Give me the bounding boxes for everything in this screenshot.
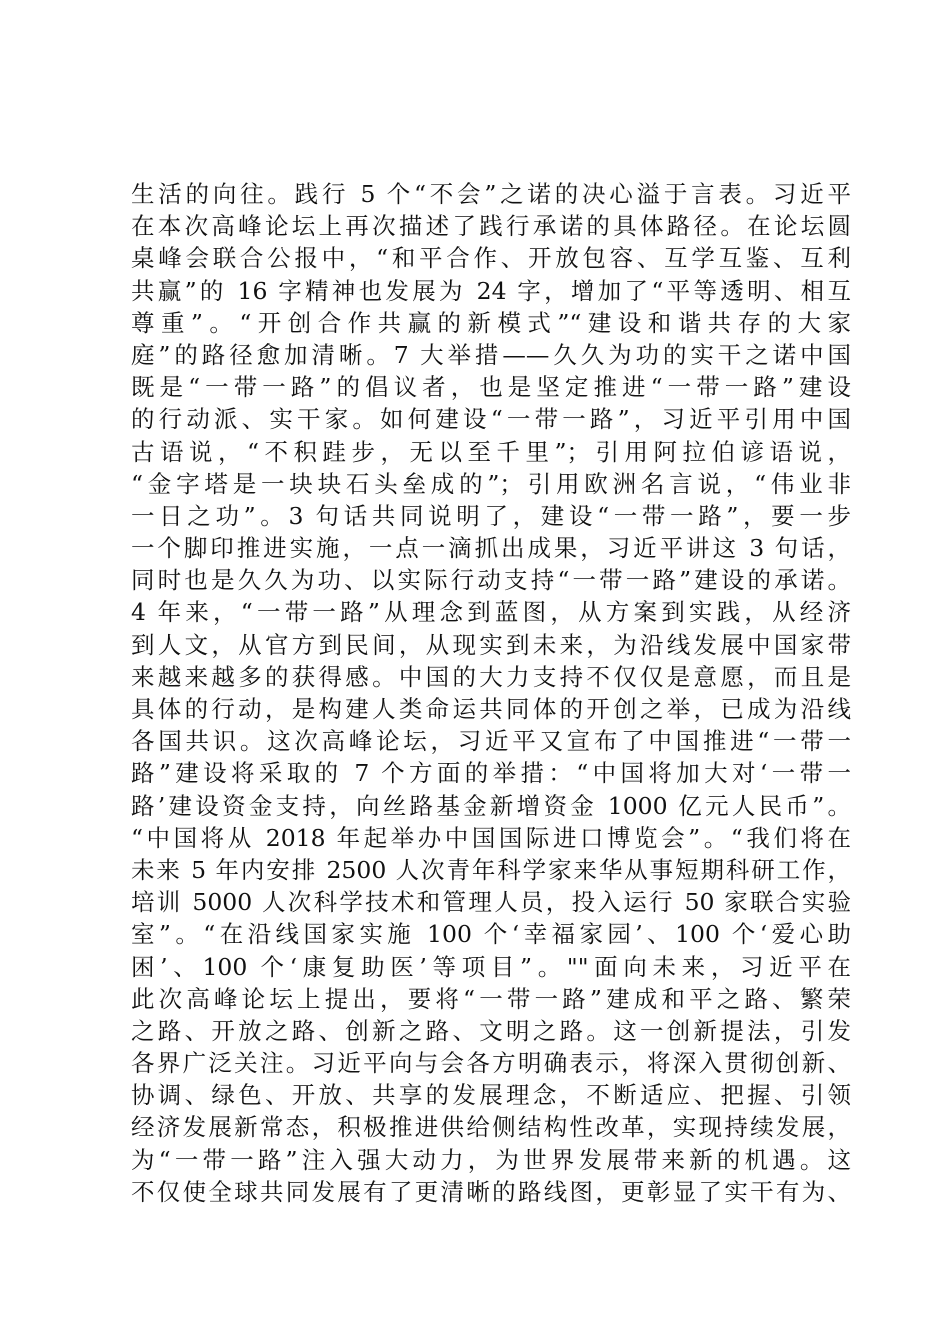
text-line: “金字塔是一块块石头垒成的”；引用欧洲名言说，“伟业非 bbox=[131, 469, 851, 498]
text-line: 尊重”。“开创合作共赢的新模式”“建设和谐共存的大家 bbox=[131, 308, 851, 337]
text-line: 既是“一带一路”的倡议者，也是坚定推进“一带一路”建设 bbox=[131, 373, 851, 402]
text-line: 桌峰会联合公报中，“和平合作、开放包容、互学互鉴、互利 bbox=[131, 244, 851, 273]
text-line: 困’、100 个‘康复助医’等项目”。""面向未来，习近平在 bbox=[131, 952, 851, 981]
text-line: 共赢”的 16 字精神也发展为 24 字，增加了“平等透明、相互 bbox=[131, 276, 851, 305]
text-line: 之路、开放之路、创新之路、文明之路。这一创新提法，引发 bbox=[131, 1016, 851, 1045]
text-line: 路’建设资金支持，向丝路基金新增资金 1000 亿元人民币”。 bbox=[131, 791, 851, 820]
text-line: 在本次高峰论坛上再次描述了践行承诺的具体路径。在论坛圆 bbox=[131, 212, 851, 241]
text-line: 生活的向往。践行 5 个“不会”之诺的决心溢于言表。习近平 bbox=[131, 180, 851, 208]
text-line: 的行动派、实干家。如何建设“一带一路”，习近平引用中国 bbox=[131, 405, 851, 434]
text-line: “中国将从 2018 年起举办中国国际进口博览会”。“我们将在 bbox=[131, 823, 851, 852]
text-line: 各国共识。这次高峰论坛，习近平又宣布了中国推进“一带一 bbox=[131, 727, 851, 756]
text-line: 室”。“在沿线国家实施 100 个‘幸福家园’、100 个‘爱心助 bbox=[131, 920, 851, 949]
text-line: 一日之功”。3 句话共同说明了，建设“一带一路”，要一步 bbox=[131, 501, 851, 530]
text-line: 到人文，从官方到民间，从现实到未来，为沿线发展中国家带 bbox=[131, 630, 851, 659]
text-line: 路”建设将采取的 7 个方面的举措：“中国将加大对‘一带一 bbox=[131, 759, 851, 788]
text-line: 古语说，“不积跬步，无以至千里”；引用阿拉伯谚语说， bbox=[131, 437, 851, 466]
text-line: 各界广泛关注。习近平向与会各方明确表示，将深入贯彻创新、 bbox=[131, 1049, 851, 1078]
text-line: 4 年来，“一带一路”从理念到蓝图，从方案到实践，从经济 bbox=[131, 598, 851, 627]
body-paragraph bbox=[131, 178, 851, 1208]
text-line: 经济发展新常态，积极推进供给侧结构性改革，实现持续发展， bbox=[131, 1113, 851, 1142]
text-line: 一个脚印推进实施，一点一滴抓出成果，习近平讲这 3 句话， bbox=[131, 534, 851, 563]
text-line: 来越来越多的获得感。中国的大力支持不仅仅是意愿，而且是 bbox=[131, 662, 851, 691]
text-line: 协调、绿色、开放、共享的发展理念，不断适应、把握、引领 bbox=[131, 1081, 851, 1110]
text-line: 培训 5000 人次科学技术和管理人员，投入运行 50 家联合实验 bbox=[131, 888, 851, 917]
text-line: 同时也是久久为功、以实际行动支持“一带一路”建设的承诺。 bbox=[131, 566, 851, 595]
text-line: 为“一带一路”注入强大动力，为世界发展带来新的机遇。这 bbox=[131, 1145, 851, 1174]
text-line: 不仅使全球共同发展有了更清晰的路线图，更彰显了实干有为、 bbox=[131, 1177, 851, 1206]
text-line: 具体的行动，是构建人类命运共同体的开创之举，已成为沿线 bbox=[131, 695, 851, 723]
text-line: 未来 5 年内安排 2500 人次青年科学家来华从事短期科研工作， bbox=[131, 855, 851, 884]
text-line: 此次高峰论坛上提出，要将“一带一路”建成和平之路、繁荣 bbox=[131, 984, 851, 1013]
text-line: 庭”的路径愈加清晰。7 大举措——久久为功的实干之诺中国 bbox=[131, 340, 851, 369]
